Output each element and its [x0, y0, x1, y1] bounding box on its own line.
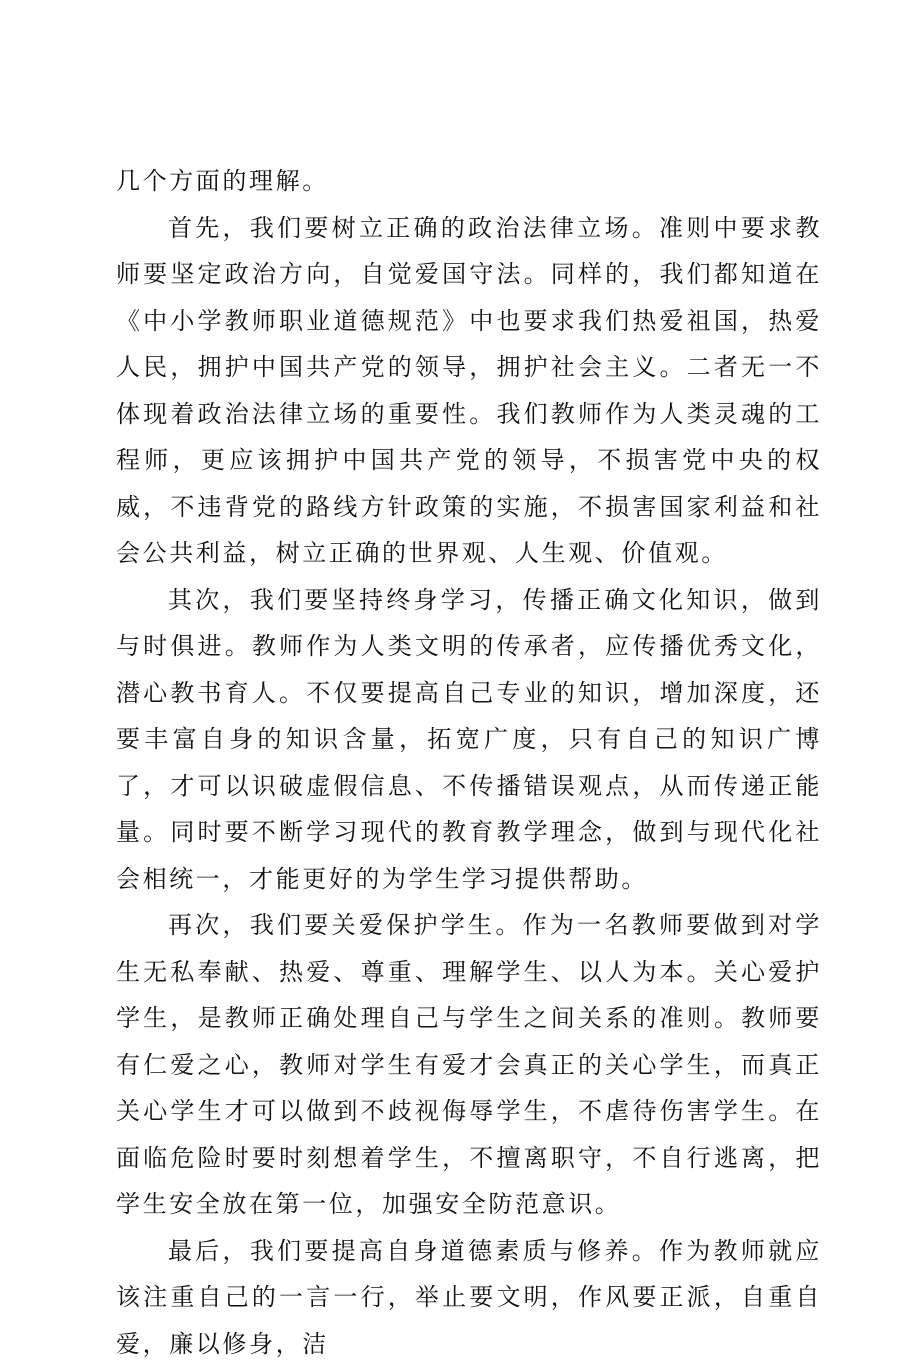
paragraph-continuation: 几个方面的理解。: [116, 158, 822, 205]
paragraph-moral-quality: 最后，我们要提高自身道德素质与修养。作为教师就应该注重自己的一言一行，举止要文明，作风要正派，自重自爱，廉以修身，洁: [116, 1228, 822, 1367]
paragraph-lifelong-learning: 其次，我们要坚持终身学习，传播正确文化知识，做到与时俱进。教师作为人类文明的传承者，应传播优秀文化，潜心教书育人。不仅要提高自己专业的知识，增加深度，还要丰富自身的知识含量，拓宽广度，只有自己的知识广博了，才可以识破虚假信息、不传播错误观点，从而传递正能量。同时要不断学习现代的教育教学理念，做到与现代化社会相统一，才能更好的为学生学习提供帮助。: [116, 577, 822, 903]
paragraph-political-stance: 首先，我们要树立正确的政治法律立场。准则中要求教师要坚定政治方向，自觉爱国守法。同样的，我们都知道在《中小学教师职业道德规范》中也要求我们热爱祖国，热爱人民，拥护中国共产党的领导，拥护社会主义。二者无一不体现着政治法律立场的重要性。我们教师作为人类灵魂的工程师，更应该拥护中国共产党的领导，不损害党中央的权威，不违背党的路线方针政策的实施，不损害国家利益和社会公共利益，树立正确的世界观、人生观、价值观。: [116, 205, 822, 577]
paragraph-care-for-students: 再次，我们要关爱保护学生。作为一名教师要做到对学生无私奉献、热爱、尊重、理解学生、以人为本。关心爱护学生，是教师正确处理自己与学生之间关系的准则。教师要有仁爱之心，教师对学生有爱才会真正的关心学生，而真正关心学生才可以做到不歧视侮辱学生，不虐待伤害学生。在面临危险时要时刻想着学生，不擅离职守，不自行逃离，把学生安全放在第一位，加强安全防范意识。: [116, 902, 822, 1228]
document-body: [116, 158, 822, 1367]
